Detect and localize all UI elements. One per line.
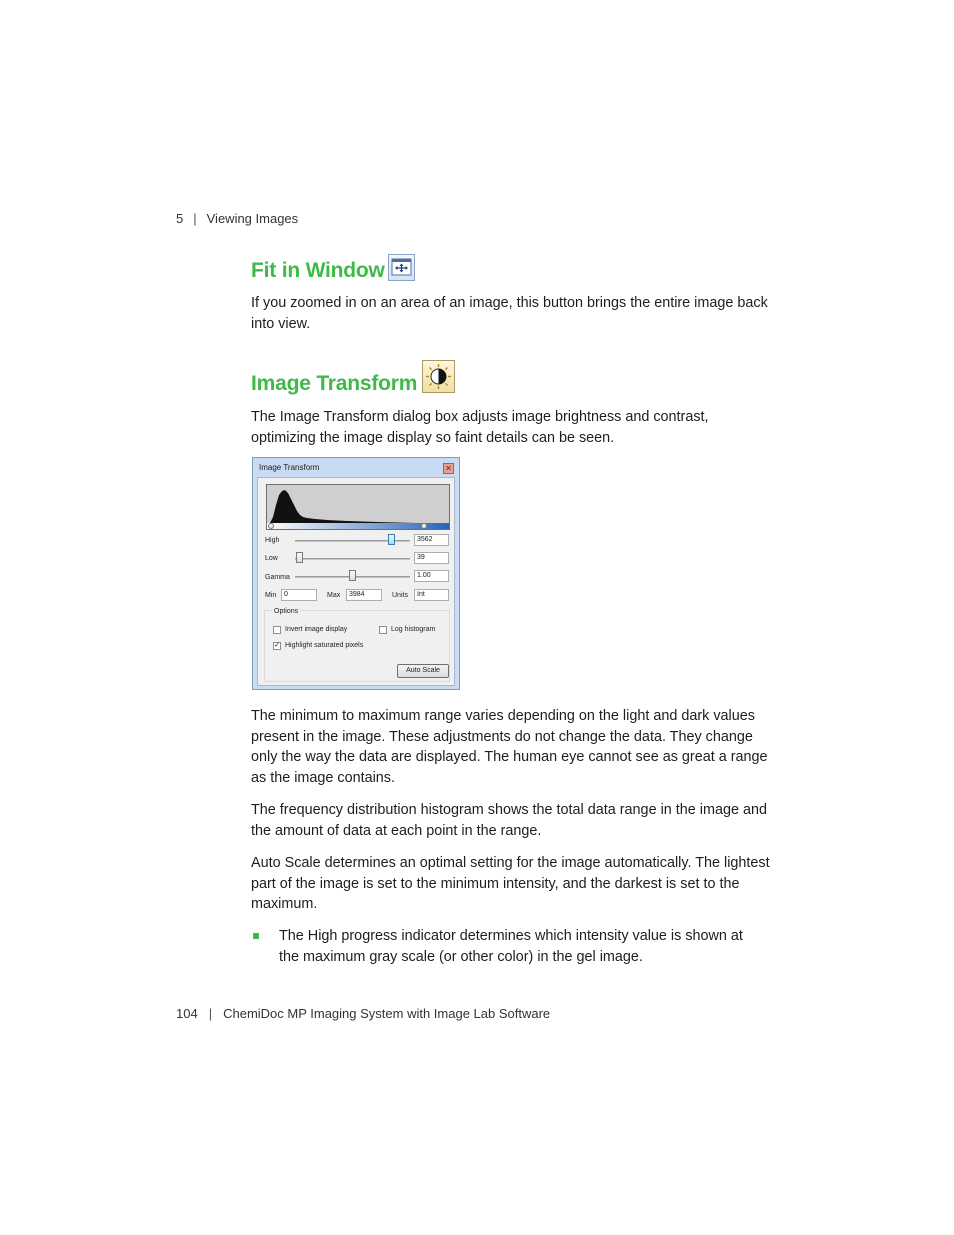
min-value-field[interactable]: 0 bbox=[281, 589, 317, 601]
high-value-field[interactable]: 3562 bbox=[414, 534, 449, 546]
image-transform-description: The Image Transform dialog box adjusts image brightness and contrast, optimizing the image display so faint details can be seen. bbox=[251, 409, 709, 446]
gamma-label: Gamma bbox=[265, 574, 290, 581]
paragraph-range: The minimum to maximum range varies depending on the light and dark values present in the image. These adjustments do not change the data. They change only the way the data are displayed. The human eye cannot see as great a range as the image contains. bbox=[251, 708, 768, 786]
histogram bbox=[266, 484, 450, 530]
chapter-title: Viewing Images bbox=[206, 211, 299, 226]
low-label: Low bbox=[265, 555, 278, 562]
page-number: 104 bbox=[176, 1006, 198, 1021]
running-footer bbox=[176, 1006, 550, 1021]
units-value-field[interactable]: Int bbox=[414, 589, 449, 601]
image-transform-heading: Image Transform bbox=[251, 372, 418, 395]
options-label: Options bbox=[274, 608, 299, 615]
high-label: High bbox=[265, 537, 280, 544]
footer-separator: | bbox=[208, 1006, 213, 1021]
running-header bbox=[176, 211, 298, 226]
auto-scale-button[interactable]: Auto Scale bbox=[397, 664, 449, 678]
log-histogram-label: Log histogram bbox=[391, 626, 436, 633]
image-transform-dialog bbox=[252, 457, 460, 690]
header-separator: | bbox=[193, 211, 197, 226]
gamma-value-field[interactable]: 1.00 bbox=[414, 570, 449, 582]
log-histogram-checkbox[interactable] bbox=[379, 626, 387, 634]
histogram-low-marker[interactable] bbox=[268, 523, 274, 529]
highlight-checkbox[interactable]: ✓ bbox=[274, 642, 280, 649]
bullet-text: The High progress indicator determines which intensity value is shown at the maximum gray scale (or other color) in the gel image. bbox=[279, 928, 743, 965]
fit-in-window-icon bbox=[388, 254, 415, 281]
max-label: Max bbox=[327, 592, 341, 599]
book-title: ChemiDoc MP Imaging System with Image Lab Software bbox=[223, 1006, 551, 1021]
highlight-label: Highlight saturated pixels bbox=[285, 642, 364, 649]
image-transform-icon bbox=[422, 360, 455, 393]
dialog-body bbox=[257, 477, 455, 686]
units-label: Units bbox=[392, 592, 408, 599]
invert-label: Invert image display bbox=[285, 626, 348, 633]
bullet-marker bbox=[253, 933, 259, 939]
chapter-number: 5 bbox=[176, 211, 184, 226]
low-slider-track[interactable] bbox=[295, 558, 410, 560]
min-label: Min bbox=[265, 592, 277, 599]
max-value-field[interactable]: 3984 bbox=[346, 589, 382, 601]
low-slider-thumb[interactable] bbox=[296, 552, 303, 563]
paragraph-auto-scale: Auto Scale determines an optimal setting for the image automatically. The lightest part of the image is set to the minimum intensity, and the darkest is set to the maximum. bbox=[251, 855, 770, 912]
high-slider-thumb[interactable] bbox=[388, 534, 395, 545]
paragraph-histogram: The frequency distribution histogram shows the total data range in the image and the amount of data at each point in the range. bbox=[251, 802, 767, 839]
low-value-field[interactable]: 39 bbox=[414, 552, 449, 564]
fit-in-window-heading: Fit in Window bbox=[251, 259, 385, 282]
fit-in-window-description: If you zoomed in on an area of an image, this button brings the entire image back into view. bbox=[251, 295, 768, 332]
close-icon[interactable]: ✕ bbox=[443, 463, 454, 474]
invert-checkbox[interactable] bbox=[273, 626, 281, 634]
dialog-title: Image Transform bbox=[259, 463, 320, 472]
gamma-slider-thumb[interactable] bbox=[349, 570, 356, 581]
histogram-high-marker[interactable] bbox=[421, 523, 427, 529]
